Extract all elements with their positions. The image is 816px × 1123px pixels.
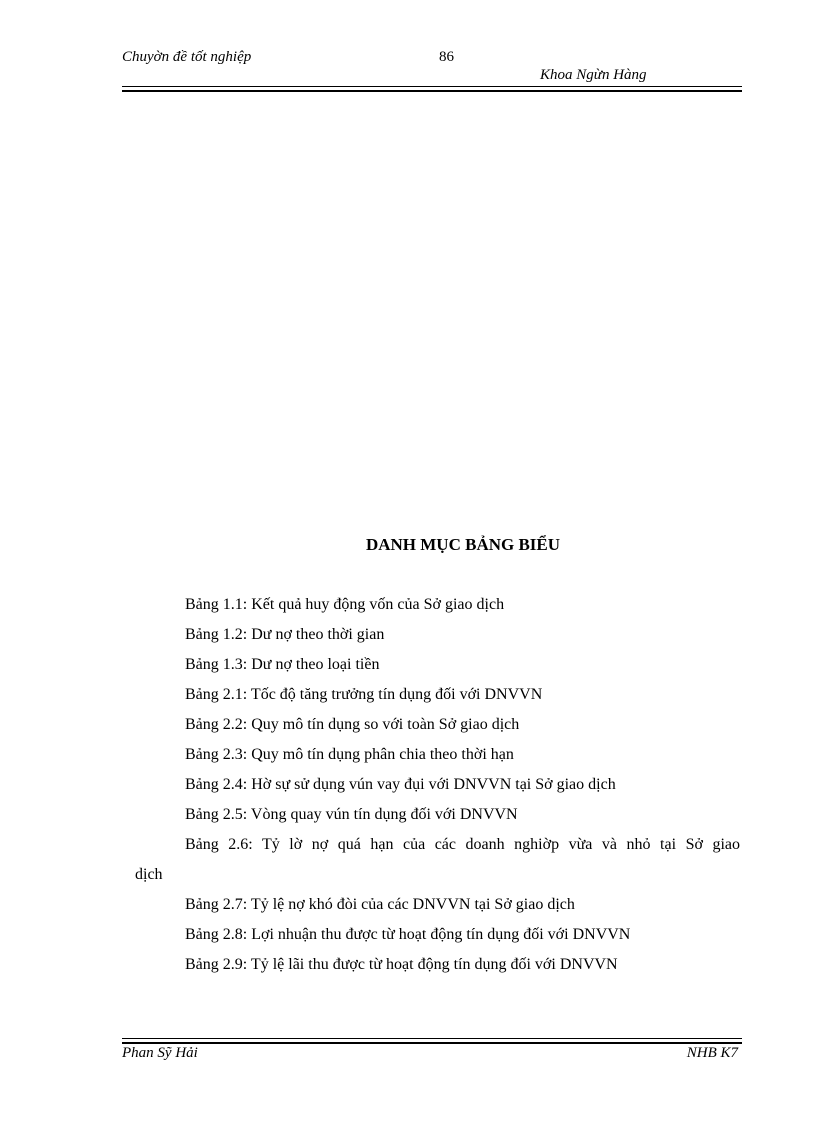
list-item: Bảng 2.4: Hờ sự sử dụng vún vay đụi với DNVVN tại Sở giao dịch (185, 776, 616, 793)
list-item: Bảng 2.2: Quy mô tín dụng so với toàn Sở giao dịch (185, 716, 520, 733)
list-item (135, 833, 740, 893)
list-item-line-continued: dịch (135, 866, 163, 883)
list-item: Bảng 2.1: Tốc độ tăng trưởng tín dụng đối với DNVVN (185, 686, 543, 703)
footer-class: NHB K7 (686, 1045, 738, 1061)
footer-divider (122, 1038, 742, 1044)
page-number: 86 (439, 49, 454, 65)
page-title: DANH MỤC BẢNG BIỂU (365, 535, 561, 554)
header-divider (122, 86, 742, 92)
list-item: Bảng 2.5: Vòng quay vún tín dụng đối với DNVVN (185, 806, 518, 823)
table-list (135, 593, 740, 983)
list-item-line: Bảng 2.6: Tỷ lờ nợ quá hạn của các doanh nghiờp vừa và nhỏ tại Sở giao (185, 836, 740, 853)
list-item: Bảng 2.9: Tỷ lệ lãi thu được từ hoạt động tín dụng đối với DNVVN (185, 956, 618, 973)
list-item: Bảng 1.3: Dư nợ theo loại tiền (185, 656, 380, 673)
footer-author: Phan Sỹ Hải (122, 1045, 198, 1061)
list-item: Bảng 2.7: Tỷ lệ nợ khó đòi của các DNVVN tại Sở giao dịch (185, 896, 575, 913)
header-faculty: Khoa Ngừn Hàng (540, 67, 647, 83)
header-document-type: Chuyờn đề tốt nghiệp (122, 49, 252, 65)
list-item: Bảng 2.8: Lợi nhuận thu được từ hoạt động tín dụng đối với DNVVN (185, 926, 631, 943)
list-item: Bảng 1.1: Kết quả huy động vốn của Sở giao dịch (185, 596, 505, 613)
list-item: Bảng 2.3: Quy mô tín dụng phân chia theo thời hạn (185, 746, 514, 763)
list-item: Bảng 1.2: Dư nợ theo thời gian (185, 626, 385, 643)
